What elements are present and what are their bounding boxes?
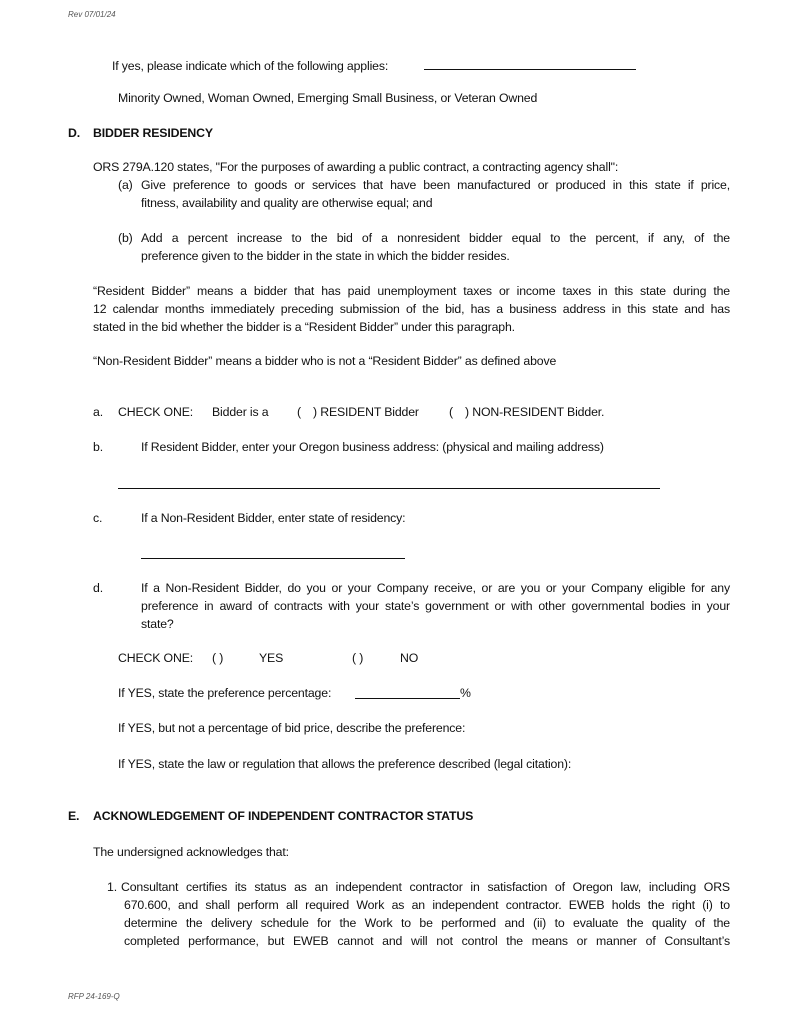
revision-date: Rev 07/01/24 [68,10,116,19]
preference-percentage-field[interactable] [355,698,460,699]
q-b-letter: b. [93,440,103,454]
item-b-label: (b) [118,231,133,245]
text-line: preference in award of contracts with your state’s government or with other governmental bodies in your [141,599,730,613]
describe-preference-label: If YES, but not a percentage of bid price, describe the preference: [118,721,466,735]
q-d-text [141,579,730,633]
q-a-letter: a. [93,405,103,419]
nonresident-bidder-definition: “Non-Resident Bidder” means a bidder who is not a “Resident Bidder” as defined above [93,354,557,368]
legal-citation-label: If YES, state the law or regulation that allows the preference described (legal citation): [118,757,572,771]
text-line: 670.600, and shall perform all required Work as an independent contractor. EWEB holds the right (i) to [124,898,730,912]
text-line: stated in the bid whether the bidder is a “Resident Bidder” under this paragraph. [93,320,515,334]
text-line: “Resident Bidder” means a bidder that has paid unemployment taxes or income taxes in this state during the [93,284,730,298]
preference-percentage-label: If YES, state the preference percentage: [118,686,332,700]
item-a-label: (a) [118,178,133,192]
q-b-text: If Resident Bidder, enter your Oregon business address: (physical and mailing address) [141,440,604,454]
item-a-text [141,176,730,212]
resident-option-label: ) RESIDENT Bidder [313,405,419,419]
ors-statement: ORS 279A.120 states, "For the purposes of awarding a public contract, a contracting agency shall": [93,160,619,174]
resident-checkbox[interactable]: ( [297,405,301,419]
text-line: Consultant certifies its status as an independent contractor in satisfaction of Oregon law, including ORS [121,880,730,894]
q-c-text: If a Non-Resident Bidder, enter state of residency: [141,511,406,525]
resident-bidder-definition [93,282,730,336]
text-line: completed performance, but EWEB cannot and will not control the means or manner of Consultant’s [124,934,730,948]
oregon-address-field[interactable] [118,488,660,489]
text-line: Give preference to goods or services that have been manufactured or produced in this state if price, [141,178,730,192]
section-d-title: BIDDER RESIDENCY [93,126,213,140]
q-c-letter: c. [93,511,103,525]
text-line: Add a percent increase to the bid of a nonresident bidder equal to the percent, if any, of the [141,231,730,245]
section-e-letter: E. [68,809,80,823]
text-line: state? [141,617,174,631]
state-of-residency-field[interactable] [141,558,405,559]
item-1-label: 1. [107,880,117,894]
q-d-letter: d. [93,581,103,595]
text-line: If a Non-Resident Bidder, do you or your Company receive, or are you or your Company eligible for any [141,581,730,595]
section-e-title: ACKNOWLEDGEMENT OF INDEPENDENT CONTRACTOR STATUS [93,809,474,823]
section-e-intro: The undersigned acknowledges that: [93,845,289,859]
no-checkbox[interactable]: ( ) [352,651,364,665]
business-type-options: Minority Owned, Woman Owned, Emerging Small Business, or Veteran Owned [118,91,538,105]
item-b-text [141,229,730,265]
section-d-letter: D. [68,126,80,140]
yes-checkbox[interactable]: ( ) [212,651,224,665]
item-1-text [121,878,730,950]
text-line: preference given to the bidder in the state in which the bidder resides. [141,249,510,263]
text-line: 12 calendar months immediately preceding submission of the bid, has a business address in this state and has [93,302,730,316]
text-line: determine the delivery schedule for the Work to be performed and (ii) to evaluate the quality of the [124,916,730,930]
yes-label: YES [259,651,284,665]
nonresident-checkbox[interactable]: ( [449,405,453,419]
q-d-check-one: CHECK ONE: [118,651,194,665]
q-a-check-one: CHECK ONE: [118,405,194,419]
percent-sign: % [460,686,471,700]
text-line: fitness, availability and quality are otherwise equal; and [141,196,433,210]
rfp-number: RFP 24-169-Q [68,992,120,1001]
no-label: NO [400,651,419,665]
nonresident-option-label: ) NON-RESIDENT Bidder. [465,405,605,419]
business-type-field[interactable] [424,69,636,70]
if-yes-label: If yes, please indicate which of the following applies: [112,59,389,73]
q-a-bidder-is-a: Bidder is a [212,405,269,419]
